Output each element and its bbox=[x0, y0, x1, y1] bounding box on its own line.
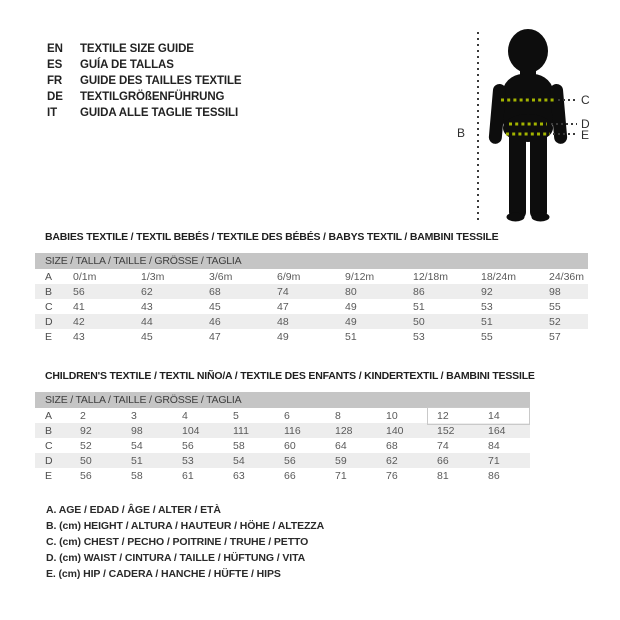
language-code: EN bbox=[47, 43, 63, 55]
language-code: DE bbox=[47, 91, 63, 103]
row-label-cell: E bbox=[45, 330, 53, 343]
babies-size-table-block bbox=[35, 231, 588, 344]
value-cell: 116 bbox=[284, 423, 335, 438]
language-code: IT bbox=[47, 107, 58, 119]
value-cell: 12 bbox=[437, 409, 449, 422]
value-cell: 71 bbox=[335, 469, 347, 482]
value-cell: 45 bbox=[209, 300, 221, 313]
legend-line: A. AGE / EDAD / ÂGE / ALTER / ETÀ bbox=[46, 504, 221, 516]
silhouette-left-leg bbox=[509, 122, 526, 220]
value-cell: 24/36m bbox=[549, 270, 585, 283]
value-cell: 51 bbox=[131, 453, 182, 468]
value-cell: 140 bbox=[386, 423, 437, 438]
value-cell: 57 bbox=[549, 330, 561, 343]
table-row-a bbox=[35, 408, 530, 423]
measure-label-b: B bbox=[457, 126, 466, 140]
table-row-a bbox=[35, 269, 588, 284]
value-cell: 56 bbox=[182, 439, 194, 452]
measurement-legend bbox=[46, 502, 324, 582]
value-cell: 71 bbox=[488, 453, 530, 468]
value-cell: 51 bbox=[345, 330, 357, 343]
children-size-table bbox=[35, 392, 530, 483]
language-row bbox=[47, 73, 242, 89]
value-cell: 53 bbox=[182, 453, 233, 468]
value-cell: 12/18m bbox=[413, 270, 449, 283]
measure-label-e: E bbox=[581, 128, 590, 142]
language-title: TEXTILGRÖßENFÜHRUNG bbox=[80, 91, 225, 103]
value-cell: 76 bbox=[386, 469, 398, 482]
silhouette-left-foot bbox=[507, 213, 525, 222]
value-cell: 6 bbox=[284, 409, 290, 422]
size-header-cell: SIZE / TALLA / TAILLE / GRÖSSE / TAGLIA bbox=[35, 392, 530, 408]
value-cell: 5 bbox=[233, 409, 239, 422]
value-cell: 51 bbox=[481, 314, 549, 329]
value-cell: 44 bbox=[141, 314, 209, 329]
row-label-cell: C bbox=[45, 300, 53, 313]
row-label-cell: B bbox=[35, 284, 73, 299]
value-cell: 64 bbox=[335, 439, 347, 452]
table-row-e bbox=[35, 329, 588, 344]
silhouette-left-arm bbox=[488, 83, 506, 144]
value-cell: 84 bbox=[488, 439, 500, 452]
value-cell: 46 bbox=[209, 314, 277, 329]
value-cell: 56 bbox=[284, 453, 335, 468]
value-cell: 98 bbox=[131, 423, 182, 438]
value-cell: 8 bbox=[335, 409, 341, 422]
language-code: FR bbox=[47, 75, 63, 87]
size-header-cell: SIZE / TALLA / TAILLE / GRÖSSE / TAGLIA bbox=[35, 253, 588, 269]
value-cell: 10 bbox=[386, 409, 398, 422]
value-cell: 50 bbox=[413, 314, 481, 329]
size-header-row bbox=[35, 392, 530, 408]
measure-label-d: D bbox=[581, 117, 590, 131]
value-cell: 58 bbox=[131, 469, 143, 482]
value-cell: 3 bbox=[131, 409, 137, 422]
value-cell: 47 bbox=[209, 330, 221, 343]
value-cell: 128 bbox=[335, 423, 386, 438]
babies-size-table bbox=[35, 253, 588, 344]
table-row-b bbox=[35, 284, 588, 299]
value-cell: 60 bbox=[284, 439, 296, 452]
legend-line: D. (cm) WAIST / CINTURA / TAILLE / HÜFTUNG / VITA bbox=[46, 552, 306, 564]
value-cell: 54 bbox=[233, 453, 284, 468]
value-cell: 53 bbox=[481, 300, 493, 313]
value-cell: 66 bbox=[284, 469, 296, 482]
value-cell: 1/3m bbox=[141, 270, 165, 283]
children-table-title: CHILDREN'S TEXTILE / TEXTIL NIÑO/A / TEXTILE DES ENFANTS / KINDERTEXTIL / BAMBINI TESSILE bbox=[45, 370, 535, 382]
row-label-cell: D bbox=[35, 453, 80, 468]
value-cell: 51 bbox=[413, 300, 425, 313]
value-cell: 81 bbox=[437, 469, 449, 482]
value-cell: 2 bbox=[80, 409, 86, 422]
language-row bbox=[47, 57, 242, 73]
value-cell: 43 bbox=[73, 330, 85, 343]
language-list bbox=[47, 41, 242, 121]
language-title: GUIDA ALLE TAGLIE TESSILI bbox=[80, 107, 239, 119]
legend-line: B. (cm) HEIGHT / ALTURA / HAUTEUR / HÖHE / ALTEZZA bbox=[46, 520, 325, 532]
legend-line: E. (cm) HIP / CADERA / HANCHE / HÜFTE / HIPS bbox=[46, 568, 281, 580]
language-title: GUIDE DES TAILLES TEXTILE bbox=[80, 75, 242, 87]
child-figure-svg bbox=[445, 12, 617, 230]
value-cell: 66 bbox=[437, 453, 488, 468]
value-cell: 59 bbox=[335, 453, 386, 468]
value-cell: 9/12m bbox=[345, 270, 375, 283]
value-cell: 104 bbox=[182, 423, 233, 438]
value-cell: 6/9m bbox=[277, 270, 301, 283]
value-cell: 47 bbox=[277, 300, 289, 313]
value-cell: 62 bbox=[386, 453, 437, 468]
children-size-table-block bbox=[35, 370, 535, 483]
row-label-cell: A bbox=[45, 270, 53, 283]
value-cell: 45 bbox=[141, 330, 153, 343]
table-row-d bbox=[35, 453, 530, 468]
value-cell: 92 bbox=[80, 423, 131, 438]
value-cell: 152 bbox=[437, 423, 488, 438]
value-cell: 18/24m bbox=[481, 270, 517, 283]
child-figure bbox=[445, 12, 617, 230]
language-title: TEXTILE SIZE GUIDE bbox=[80, 43, 194, 55]
table-row-d bbox=[35, 314, 588, 329]
value-cell: 80 bbox=[345, 284, 413, 299]
value-cell: 86 bbox=[488, 469, 500, 482]
value-cell: 98 bbox=[549, 284, 588, 299]
row-label-cell: B bbox=[35, 423, 80, 438]
value-cell: 74 bbox=[277, 284, 345, 299]
value-cell: 111 bbox=[233, 423, 284, 438]
table-row-c bbox=[35, 438, 530, 453]
value-cell: 52 bbox=[80, 439, 92, 452]
silhouette-right-arm bbox=[550, 83, 568, 144]
value-cell: 14 bbox=[488, 409, 500, 422]
value-cell: 4 bbox=[182, 409, 188, 422]
value-cell: 86 bbox=[413, 284, 481, 299]
value-cell: 42 bbox=[73, 314, 141, 329]
measure-label-c: C bbox=[581, 93, 590, 107]
value-cell: 53 bbox=[413, 330, 425, 343]
value-cell: 55 bbox=[549, 300, 561, 313]
legend-line: C. (cm) CHEST / PECHO / POITRINE / TRUHE / PETTO bbox=[46, 536, 309, 548]
value-cell: 63 bbox=[233, 469, 245, 482]
value-cell: 164 bbox=[488, 423, 530, 438]
value-cell: 49 bbox=[277, 330, 289, 343]
value-cell: 41 bbox=[73, 300, 85, 313]
value-cell: 68 bbox=[386, 439, 398, 452]
value-cell: 0/1m bbox=[73, 270, 97, 283]
row-label-cell: E bbox=[45, 469, 53, 482]
value-cell: 56 bbox=[73, 284, 141, 299]
language-row bbox=[47, 41, 242, 57]
silhouette-right-leg bbox=[530, 122, 547, 220]
value-cell: 54 bbox=[131, 439, 143, 452]
language-title: GUÍA DE TALLAS bbox=[80, 59, 174, 71]
row-label-cell: D bbox=[35, 314, 73, 329]
value-cell: 3/6m bbox=[209, 270, 233, 283]
value-cell: 50 bbox=[80, 453, 131, 468]
row-label-cell: C bbox=[45, 439, 53, 452]
value-cell: 74 bbox=[437, 439, 449, 452]
value-cell: 49 bbox=[345, 314, 413, 329]
babies-table-title: BABIES TEXTILE / TEXTIL BEBÉS / TEXTILE DES BÉBÉS / BABYS TEXTIL / BAMBINI TESSILE bbox=[45, 231, 499, 243]
language-row bbox=[47, 105, 242, 121]
value-cell: 55 bbox=[481, 330, 493, 343]
value-cell: 48 bbox=[277, 314, 345, 329]
row-label-cell: A bbox=[45, 409, 53, 422]
value-cell: 52 bbox=[549, 314, 588, 329]
value-cell: 43 bbox=[141, 300, 153, 313]
table-row-e bbox=[35, 468, 530, 483]
value-cell: 58 bbox=[233, 439, 245, 452]
value-cell: 92 bbox=[481, 284, 549, 299]
table-row-b bbox=[35, 423, 530, 438]
table-row-c bbox=[35, 299, 588, 314]
value-cell: 62 bbox=[141, 284, 209, 299]
value-cell: 49 bbox=[345, 300, 357, 313]
silhouette-right-foot bbox=[532, 213, 550, 222]
value-cell: 61 bbox=[182, 469, 194, 482]
size-header-row bbox=[35, 253, 588, 269]
language-row bbox=[47, 89, 242, 105]
value-cell: 68 bbox=[209, 284, 277, 299]
language-code: ES bbox=[47, 59, 63, 71]
value-cell: 56 bbox=[80, 469, 92, 482]
